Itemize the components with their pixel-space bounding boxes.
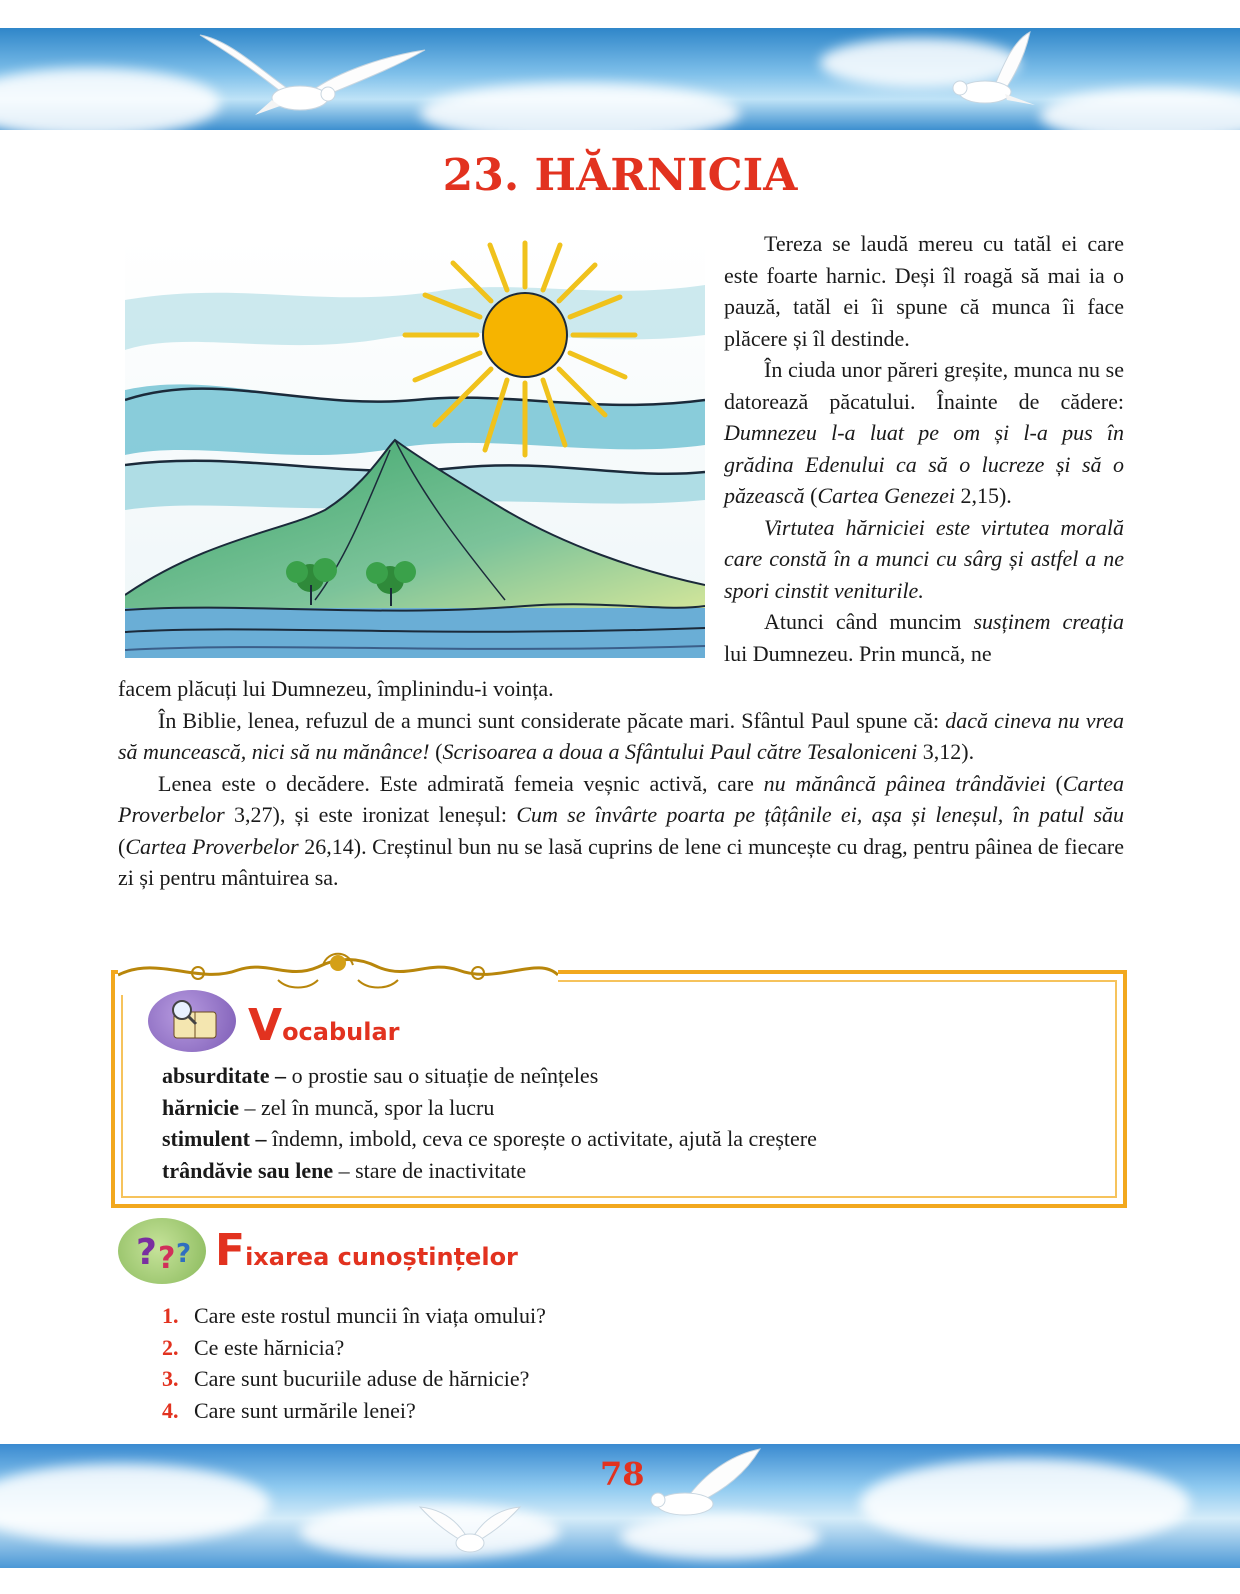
paragraph bbox=[118, 705, 1124, 768]
italic-text: dacă cineva nu vrea să muncească, nici să nu mănânce! bbox=[118, 707, 1124, 764]
text-run: Atunci când muncim bbox=[764, 609, 974, 634]
text-run: 2,15). bbox=[954, 483, 1012, 508]
question-marks-icon bbox=[118, 1218, 206, 1284]
text-run: ( bbox=[118, 833, 126, 859]
review-question bbox=[162, 1300, 546, 1332]
italic-text: Dumnezeu l-a luat pe om și l-a pus în grădina Edenului ca să o lucreze și să o păzească bbox=[724, 420, 1124, 508]
vocabulary-definition: – stare de inactivitate bbox=[333, 1157, 527, 1183]
question-text: Care este rostul muncii în viața omului? bbox=[194, 1303, 546, 1328]
text-run: În Biblie, lenea, refuzul de a munci sunt considerate păcate mari. Sfântul Paul spune că: bbox=[158, 707, 946, 733]
vocabulary-term: trândăvie sau lene bbox=[162, 1157, 334, 1183]
text-run: Tereza se laudă mereu cu tatăl ei care este foarte harnic. Deși îl roagă să mai ia o pauză, tatăl ei îi spune că munca îi face plăcere și îl destinde. bbox=[724, 231, 1124, 351]
question-text: Care sunt bucuriile aduse de hărnicie? bbox=[194, 1366, 530, 1391]
vocabulary-definition: o prostie sau o situație de neînțeles bbox=[286, 1063, 599, 1088]
question-number: 4. bbox=[162, 1397, 179, 1423]
question-text: Care sunt urmările lenei? bbox=[194, 1397, 416, 1423]
italic-text: Cartea Genezei bbox=[817, 483, 955, 508]
book-magnifier-icon bbox=[148, 990, 236, 1052]
text-run: 3,12). bbox=[917, 739, 975, 764]
text-run: ( bbox=[804, 483, 818, 508]
top-sky-banner bbox=[0, 28, 1240, 130]
vocabulary-list bbox=[162, 1060, 817, 1186]
vocabulary-item bbox=[162, 1060, 817, 1092]
main-text bbox=[118, 673, 1124, 894]
question-text: Ce este hărnicia? bbox=[194, 1334, 345, 1360]
dove-left-icon bbox=[190, 30, 430, 125]
text-run: Lenea este o decădere. Este admirată femeia veșnic activă, care bbox=[158, 770, 764, 796]
paragraph bbox=[724, 512, 1124, 607]
question-number: 3. bbox=[162, 1366, 179, 1391]
text-run: 26,14). Creștinul bun nu se lasă cuprins de lene ci muncește cu drag, pentru pâinea de fiecare zi și pentru mântuirea sa. bbox=[118, 833, 1125, 890]
paragraph bbox=[118, 673, 1124, 705]
italic-text: Virtutea hărniciei este virtutea morală care constă în a munci cu sârg și astfel a ne spori cinstit veniturile. bbox=[724, 514, 1124, 603]
vocabulary-term: hărnicie bbox=[162, 1094, 239, 1120]
dove-right-icon bbox=[905, 30, 1085, 120]
svg-text:?: ? bbox=[158, 1241, 176, 1276]
page-number: 78 bbox=[600, 1455, 645, 1493]
vocabulary-item bbox=[162, 1092, 817, 1124]
vocabulary-definition: îndemn, imbold, ceva ce sporește o activitate, ajută la creștere bbox=[266, 1126, 817, 1151]
text-run: ( bbox=[1045, 770, 1063, 796]
review-question bbox=[162, 1332, 546, 1364]
review-questions-list bbox=[162, 1300, 546, 1426]
gold-ornament-divider bbox=[118, 945, 558, 995]
question-number: 2. bbox=[162, 1334, 179, 1360]
italic-text: nu mănâncă pâinea trândăviei bbox=[763, 770, 1046, 796]
intro-text-column bbox=[724, 228, 1124, 669]
review-question bbox=[162, 1363, 546, 1395]
italic-text: Cartea Proverbelor bbox=[118, 770, 1124, 827]
vocabulary-definition: – zel în muncă, spor la lucru bbox=[239, 1094, 495, 1120]
vocabulary-item bbox=[162, 1155, 817, 1187]
italic-text: Scrisoarea a doua a Sfântului Paul către Tesaloniceni bbox=[442, 739, 918, 764]
vocabulary-term: absurditate – bbox=[162, 1063, 287, 1088]
review-question bbox=[162, 1395, 546, 1427]
svg-text:?: ? bbox=[176, 1239, 192, 1269]
vocabulary-heading: Vocabular bbox=[248, 1000, 400, 1051]
paragraph bbox=[118, 768, 1124, 894]
question-number: 1. bbox=[162, 1303, 179, 1328]
paragraph bbox=[724, 606, 1124, 669]
dove-bottom-right-icon bbox=[640, 1444, 780, 1534]
sun-mountain-illustration bbox=[125, 240, 705, 658]
lesson-title: 23. HĂRNICIA bbox=[442, 150, 798, 201]
vocabulary-item bbox=[162, 1123, 817, 1155]
text-run: 3,27), și este ironizat leneșul: bbox=[224, 802, 517, 827]
text-run: facem plăcuți lui Dumnezeu, împlinindu-i voința. bbox=[118, 676, 554, 701]
text-run: ( bbox=[429, 739, 443, 764]
paragraph bbox=[724, 228, 1124, 354]
svg-text:?: ? bbox=[136, 1232, 157, 1273]
paragraph bbox=[724, 354, 1124, 512]
text-run: lui Dumnezeu. Prin muncă, ne bbox=[724, 640, 992, 666]
italic-text: Cum se învârte poarta pe țâțânile ei, așa și leneșul, în patul său bbox=[516, 802, 1125, 827]
vocabulary-term: stimulent – bbox=[162, 1126, 267, 1151]
italic-text: susținem creația bbox=[973, 609, 1124, 634]
dove-bottom-center-icon bbox=[410, 1499, 530, 1568]
review-heading: Fixarea cunoștințelor bbox=[215, 1225, 518, 1276]
text-run: În ciuda unor păreri greșite, munca nu se datorează păcatului. Înainte de cădere: bbox=[724, 357, 1124, 414]
italic-text: Cartea Proverbelor bbox=[125, 833, 299, 859]
